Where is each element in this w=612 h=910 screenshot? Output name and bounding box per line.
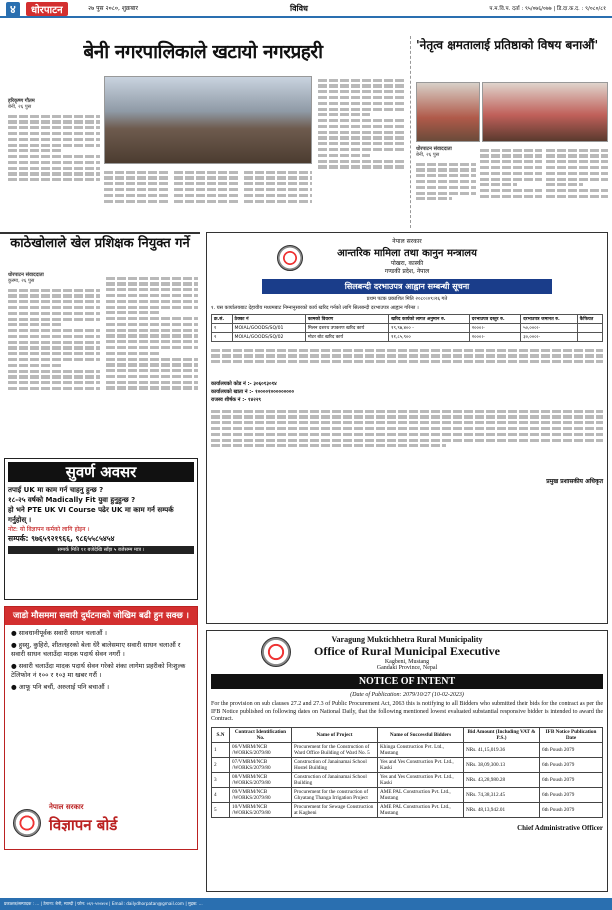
khel-byline: धोरपाटन संवाददाता: [8, 272, 44, 278]
notice-np-account: कार्यालयको खाता नं :- १००००१०००००००००: [211, 389, 295, 395]
notice-np-para2: [211, 346, 603, 380]
notice-en-intro: For the provision on sub clauses 27.2 and 27.3 of Public Procurement Act, 2063 this is notifying to all Bidders who submitted their bids for the contract as per the IFB Notice published on following dates on National Daily, that the following mentioned lowest evaluated substantial responsive bidder is intended to award the Contract.: [211, 701, 603, 722]
text-line: [211, 349, 603, 352]
table-cell: १: [212, 324, 233, 333]
table-cell: २०००।-: [469, 324, 520, 333]
column-divider: [410, 36, 411, 228]
text-line: [480, 183, 517, 186]
text-line: [174, 171, 240, 174]
text-line: [8, 161, 100, 164]
text-line: [8, 167, 100, 170]
table-cell: 10/VMRM/NCB /WORKS/2079/80: [230, 802, 292, 817]
winter-item: ● सावधानीपूर्वक सवारी साधन चलाऔं ।: [11, 629, 108, 637]
text-line: [8, 300, 100, 303]
text-line: [318, 125, 404, 128]
text-line: [8, 155, 100, 158]
text-line: [174, 176, 240, 179]
table-cell: २: [212, 333, 233, 342]
text-line: [8, 318, 100, 321]
side-photo-2: [482, 82, 608, 142]
text-line: [416, 192, 476, 195]
notice-np-govt: नेपाल सरकार: [392, 238, 422, 245]
text-line: [416, 168, 476, 171]
text-line: [8, 132, 100, 135]
text-line: [546, 195, 608, 198]
text-line: [211, 354, 603, 357]
winter-ad: [4, 606, 198, 850]
notice-en-org: Varagung Muktichhetra Rural Municipality: [331, 635, 483, 644]
notice-np-para3: [211, 407, 603, 475]
text-line: [416, 186, 476, 189]
text-line: [480, 172, 542, 175]
suvarna-contact: सम्पर्क: ९७६५९२१९६६, ९८६५५८५४५४: [8, 534, 115, 543]
text-line: [416, 174, 476, 177]
text-line: [480, 160, 542, 163]
main-byline: हरिकृष्ण गौतम: [8, 98, 35, 104]
text-line: [318, 102, 404, 105]
text-line: [106, 381, 198, 384]
table-cell: AME PAL Construction Pvt. Ltd., Mustang: [378, 787, 464, 802]
table-cell: 08/VMRM/NCB /WORKS/2079/80: [230, 772, 292, 787]
side-photo-1: [416, 82, 480, 142]
table-cell: AME PAL Construction Pvt. Ltd., Mustang: [378, 802, 464, 817]
text-line: [8, 115, 100, 118]
winter-item: ● हुस्सु, कुहिरो, शीतलहरको बेला धेरै बालेसमाए सवारी साधन चलाऔं र सवारी साधन चलाउँदा मादक पदार्थ सेवन नगरौं ।: [11, 641, 181, 658]
text-line: [104, 200, 170, 203]
nepal-emblem-icon: [277, 245, 303, 271]
table-cell: NRs. 74,38,312.45: [464, 787, 540, 802]
text-line: [8, 381, 100, 384]
main-body-col2: [104, 168, 170, 224]
table-cell: मिलन दशरथ उपकरण खरिद कार्य: [305, 324, 388, 333]
text-line: [8, 149, 63, 152]
table-cell: NRs. 43,28,980.28: [464, 772, 540, 787]
text-line: [106, 375, 198, 378]
main-dateline: बेनी, २६ पुस: [8, 104, 32, 110]
table-row: [212, 802, 603, 817]
text-line: [8, 352, 100, 355]
winter-govt: नेपाल सरकार: [49, 803, 84, 811]
table-cell: ३०,०००।-: [521, 333, 578, 342]
table-row: [212, 742, 603, 757]
footer-bar: प्रकाशक/सम्पादक : ... | ठेगाना: बेनी, म्याग्दी | फोन: ०६९-५२०४०४ | Email: dailydhorpatan@gmail.com | मुद्रक: ...: [0, 898, 612, 910]
table-header-row: [212, 315, 603, 324]
text-line: [174, 200, 240, 203]
table-cell: Construction of Janainamai School Building: [292, 772, 378, 787]
text-line: [546, 166, 608, 169]
suvarna-line2: १८-२५ वर्षको Madically Fit युवा हुनुहुन्छ ?: [8, 496, 136, 504]
table-row: [212, 757, 603, 772]
suvarna-hours: सम्पर्क मिति ११ बजेदेखि साँझ ५ बजेसम्म मात्र ।: [8, 546, 194, 554]
text-line: [174, 182, 240, 185]
text-line: [546, 154, 608, 157]
text-line: [480, 195, 542, 198]
side-body-col1: [416, 160, 476, 226]
text-line: [480, 166, 542, 169]
text-line: [106, 363, 198, 366]
text-line: [546, 189, 608, 192]
table-header: IFB Notice Publication Date: [540, 727, 603, 742]
table-cell: 2: [212, 757, 230, 772]
text-line: [318, 131, 404, 134]
text-line: [546, 172, 608, 175]
table-row: [212, 787, 603, 802]
text-line: [104, 171, 170, 174]
suvarna-note: नोट: यो विज्ञापन कर्मको लागि होइन ।: [8, 526, 90, 533]
table-header: दरभाउपत्र दस्तुर रु.: [469, 315, 520, 324]
notice-np-intro: १. यस कार्यालयबाट देहायीय मध्यमबाट निम्नानुसारको कार्य खरिद गर्नको लागि सिलबन्दी दरभाउपत्र आह्वान गरिन्छ ।: [211, 305, 419, 311]
main-byline-block: [8, 98, 88, 110]
text-line: [8, 329, 100, 332]
table-cell: MOIAL/GOODS/SQ/02: [232, 333, 305, 342]
text-line: [106, 277, 198, 280]
table-cell: 07/VMRM/NCB /WORKS/2079/80: [230, 757, 292, 772]
notice-np-title: सिलबन्दी दरभाउपत्र आह्वान सम्बन्धी सूचना: [262, 279, 552, 294]
table-cell: १९,९७,४०० -: [389, 324, 470, 333]
notice-np-ministry: आन्तरिक मामिला तथा कानुन मन्त्रालय: [337, 248, 477, 259]
text-line: [106, 323, 198, 326]
nepal-emblem-icon: [261, 637, 291, 667]
text-line: [8, 144, 100, 147]
text-line: [318, 136, 404, 139]
table-cell: 1: [212, 742, 230, 757]
winter-title: जाडो मौसममा सवारी दुर्घटनाको जोखिम बढी हुन सक्छ ।: [5, 607, 197, 625]
side-byline-block: [416, 146, 476, 158]
text-line: [106, 334, 198, 337]
notice-en-place: Kagbeni, Mustang: [384, 659, 430, 665]
text-line: [106, 311, 161, 314]
text-line: [318, 108, 404, 111]
table-header: S.N: [212, 727, 230, 742]
text-line: [8, 120, 100, 123]
notice-np-table: [211, 314, 603, 342]
table-cell: 4: [212, 787, 230, 802]
text-line: [318, 165, 404, 168]
registration-info: प.म.वि.प. दर्ता : ९५/०७६/०७७ | डि.दा.क.द. : ९/०८०/८१: [489, 6, 606, 12]
text-line: [8, 370, 100, 373]
text-line: [8, 323, 63, 326]
text-line: [106, 369, 198, 372]
notice-en-signature: Chief Administrative Officer: [517, 823, 603, 832]
table-cell: 6th Poush 2079: [540, 772, 603, 787]
suvarna-ad: [4, 458, 198, 600]
text-line: [8, 289, 100, 292]
text-line: [8, 346, 100, 349]
notice-en-province: Gandaki Province, Nepal: [376, 665, 438, 671]
suvarna-title: सुवर्ण अवसर: [8, 462, 194, 482]
table-cell: Khinga Construction Pvt. Ltd., Mustang: [378, 742, 464, 757]
text-line: [318, 113, 370, 116]
text-line: [8, 306, 100, 309]
text-line: [8, 387, 100, 390]
text-line: [104, 194, 170, 197]
notice-np-pubdate: प्रथम पटक प्रकाशित मिति २०८०।०९।२६ गते: [366, 296, 448, 302]
issue-date: २७ पुस २०८०, शुक्रबार: [88, 5, 138, 12]
text-line: [211, 444, 446, 447]
text-line: [244, 176, 312, 179]
text-line: [211, 421, 603, 424]
text-line: [416, 197, 452, 200]
table-cell: 5: [212, 802, 230, 817]
notice-np-province: गण्डकी प्रदेश, नेपाल: [384, 268, 430, 275]
table-header: दरभाउपत्र जमानत रु.: [521, 315, 578, 324]
notice-en-office: Office of Rural Municipal Executive: [314, 644, 500, 658]
text-line: [106, 346, 198, 349]
table-cell: २०००।-: [469, 333, 520, 342]
text-line: [211, 439, 603, 442]
table-cell: 09/VMRM/NCB /WORKS/2079/80: [230, 787, 292, 802]
table-cell: 6th Poush 2079: [540, 742, 603, 757]
khel-dateline: कुस्मा, २६ पुस: [8, 278, 35, 284]
text-line: [480, 189, 542, 192]
text-line: [104, 176, 170, 179]
khel-body-col1: [8, 286, 100, 452]
text-line: [106, 300, 198, 303]
text-line: [211, 360, 603, 363]
text-line: [546, 149, 608, 152]
table-cell: [577, 324, 602, 333]
table-cell: ११,८५,९००: [389, 333, 470, 342]
suvarna-line1: तपाई UK मा काम गर्न चाहनु हुन्छ ?: [8, 486, 104, 494]
nepal-emblem-icon: [13, 809, 41, 837]
text-line: [8, 294, 100, 297]
text-line: [8, 364, 63, 367]
table-row: [212, 333, 603, 342]
main-body-col5: [318, 76, 404, 224]
text-line: [546, 178, 608, 181]
suvarna-line3: हो भने PTE UK VI Course पढेर UK मा काम गर्न सम्पर्क गर्नुहोस् ।: [8, 506, 174, 524]
winter-item: ● सवारी चलाउँदा मादक पदार्थ सेवन गरेको शंका लागेमा प्रहरीको निःशुल्क टेलिफोन नं १०० र १०३ मा खबर गरौं ।: [11, 662, 186, 679]
table-cell: [577, 333, 602, 342]
text-line: [8, 312, 100, 315]
brand-logo: धोरपाटन: [26, 2, 68, 16]
text-line: [318, 154, 370, 157]
text-line: [318, 148, 404, 151]
text-line: [318, 160, 404, 163]
text-line: [480, 154, 542, 157]
table-header: Name of Successful Bidders: [378, 727, 464, 742]
notice-english: [206, 630, 608, 892]
text-line: [480, 149, 542, 152]
notice-np-signature: प्रमुख प्रशासकीय अधिकृत: [546, 478, 603, 485]
table-row: [212, 324, 603, 333]
table-cell: 6th Poush 2079: [540, 787, 603, 802]
table-header: Contract Identification No.: [230, 727, 292, 742]
table-header: कैफियत: [577, 315, 602, 324]
notice-np-rajaswa: राजस्व शीर्षक नं :- १४२२९: [211, 397, 262, 403]
table-header: खरिद कार्यको लागत अनुमान रु.: [389, 315, 470, 324]
page-number: ४: [6, 2, 20, 17]
text-line: [106, 352, 161, 355]
table-header: कामको विवरण: [305, 315, 388, 324]
notice-en-date: (Date of Publication: 2079/10/27 (10-02-2023): [350, 692, 464, 698]
table-cell: NRs. 41,15,019.36: [464, 742, 540, 757]
table-cell: Procurement for the Construction of Ward Office Building of Ward No. 5: [292, 742, 378, 757]
table-cell: NRs. 48,13,942.01: [464, 802, 540, 817]
table-cell: मोटर बोट खरिद कार्य: [305, 333, 388, 342]
text-line: [8, 172, 100, 175]
text-line: [8, 138, 100, 141]
text-line: [174, 188, 240, 191]
text-line: [546, 183, 583, 186]
text-line: [8, 358, 100, 361]
text-line: [546, 160, 608, 163]
text-line: [244, 182, 312, 185]
text-line: [211, 427, 603, 430]
text-line: [106, 294, 198, 297]
text-line: [106, 282, 198, 285]
text-line: [8, 335, 100, 338]
main-body-col3: [174, 168, 240, 224]
text-line: [244, 188, 312, 191]
main-headline: बेनी नगरपालिकाले खटायो नगरप्रहरी: [83, 41, 323, 63]
table-cell: ५०,०००।-: [521, 324, 578, 333]
text-line: [8, 375, 100, 378]
text-line: [318, 90, 404, 93]
table-header: Name of Project: [292, 727, 378, 742]
table-cell: 3: [212, 772, 230, 787]
text-line: [106, 386, 198, 389]
main-photo: [104, 76, 312, 164]
text-line: [416, 180, 476, 183]
text-line: [318, 96, 404, 99]
khel-headline: काठेखोलाले खेल प्रशिक्षक नियुक्त गर्ने: [10, 236, 190, 251]
text-line: [318, 142, 404, 145]
table-cell: 6th Poush 2079: [540, 802, 603, 817]
table-cell: Yes and Yes Construction Pvt. Ltd., Kaski: [378, 772, 464, 787]
table-cell: 6th Poush 2079: [540, 757, 603, 772]
text-line: [211, 415, 603, 418]
text-line: [318, 84, 404, 87]
table-cell: NRs. 38,09,300.13: [464, 757, 540, 772]
text-line: [174, 194, 240, 197]
text-line: [318, 79, 404, 82]
text-line: [106, 317, 198, 320]
text-line: [106, 340, 198, 343]
notice-np-place: पोखरा, कास्की: [390, 260, 424, 267]
table-header: Bid Amount (Including VAT & P.S.): [464, 727, 540, 742]
side-headline: 'नेतृत्व क्षमतालाई प्रतिष्ठाको विषय बनाऔं': [416, 38, 599, 52]
text-line: [211, 410, 603, 413]
notice-nepali: [206, 232, 608, 624]
khel-rule: [0, 232, 200, 234]
table-header: क्र.सं.: [212, 315, 233, 324]
side-byline: धोरपाटन संवाददाता: [416, 146, 452, 152]
notice-np-code: कार्यालयको कोड नं :- ३०६०१३०१४: [211, 381, 277, 387]
text-line: [106, 358, 198, 361]
table-cell: Procurement for Sewage Construction at Kagbeni: [292, 802, 378, 817]
table-cell: MOIAL/GOODS/SQ/01: [232, 324, 305, 333]
text-line: [104, 182, 170, 185]
table-cell: 06/VMRM/NCB /WORKS/2079/80: [230, 742, 292, 757]
notice-en-title: NOTICE OF INTENT: [211, 674, 603, 689]
side-dateline: बेनी, २६ पुस: [416, 152, 440, 158]
main-body-col1: [8, 112, 100, 222]
text-line: [244, 194, 312, 197]
table-cell: Yes and Yes Construction Pvt. Ltd., Kaski: [378, 757, 464, 772]
side-body-col3: [546, 146, 608, 226]
main-body-col4: [244, 168, 312, 224]
notice-en-table: [211, 727, 603, 818]
text-line: [8, 178, 100, 181]
text-line: [106, 329, 198, 332]
khel-byline-block: [8, 272, 100, 284]
text-line: [104, 188, 170, 191]
text-line: [244, 200, 312, 203]
khel-body-col2: [106, 274, 198, 452]
text-line: [244, 171, 312, 174]
table-header: ठेक्का नं: [232, 315, 305, 324]
text-line: [480, 178, 542, 181]
table-row: [212, 772, 603, 787]
table-cell: Construction of Janainamai School Hostel Building: [292, 757, 378, 772]
text-line: [318, 119, 404, 122]
text-line: [106, 306, 198, 309]
winter-list: [5, 625, 197, 699]
text-line: [8, 126, 100, 129]
table-header-row: [212, 727, 603, 742]
text-line: [416, 163, 476, 166]
winter-board: विज्ञापन बोर्ड: [49, 816, 118, 834]
table-cell: Procurement for the construction of Ghyatang Thanga Irrigation Project: [292, 787, 378, 802]
text-line: [106, 288, 198, 291]
winter-item: ● आफू पनि बचौं, अरुलाई पनि बचाऔं ।: [11, 683, 110, 691]
section-name: विविध: [290, 4, 308, 13]
text-line: [211, 433, 603, 436]
side-body-col2: [480, 146, 542, 226]
text-line: [8, 341, 100, 344]
